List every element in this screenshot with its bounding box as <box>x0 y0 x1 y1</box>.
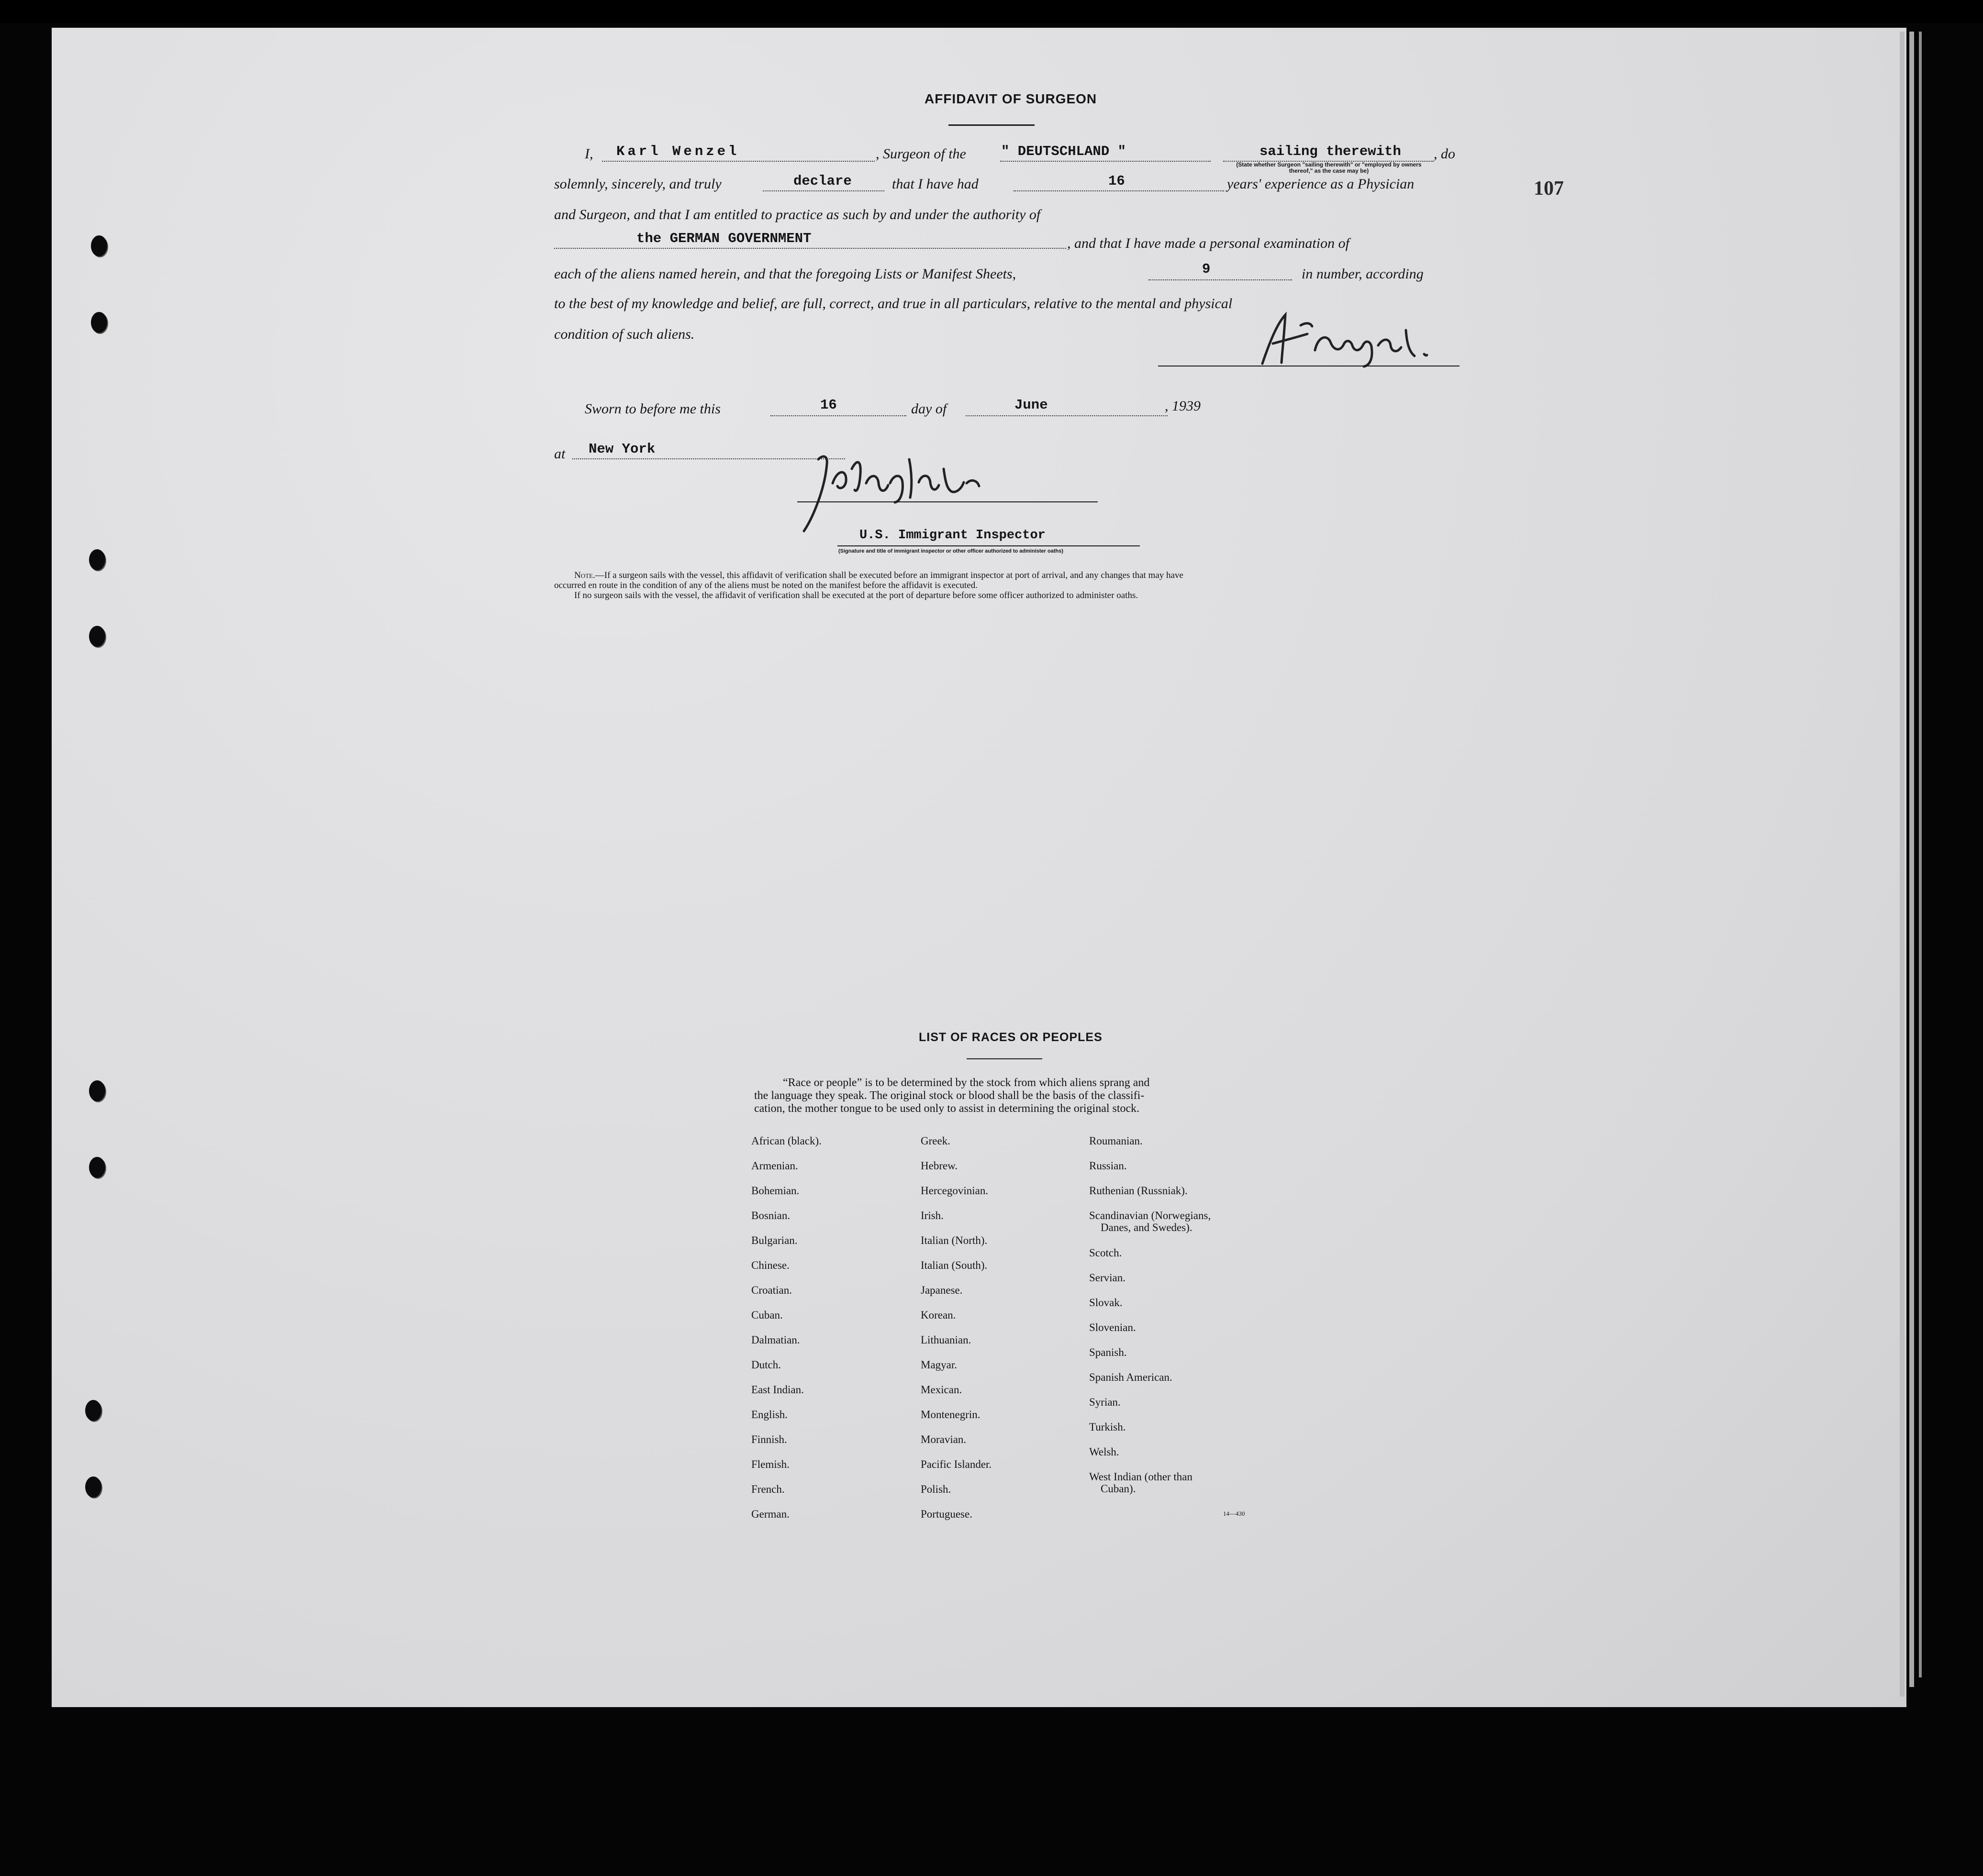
race-item: Spanish American. <box>1089 1371 1172 1383</box>
race-item: Scotch. <box>1089 1247 1122 1259</box>
race-item: Magyar. <box>921 1359 958 1371</box>
affidavit-text: , do <box>1434 146 1455 162</box>
race-item: French. <box>751 1483 785 1495</box>
race-item: Hebrew. <box>921 1160 958 1172</box>
surgeon-signature <box>1244 306 1464 368</box>
note-line: occurred en route in the condition of any of the aliens must be noted on the manifest before the affidavit is executed. <box>554 580 978 590</box>
inspector-signature <box>790 440 1038 536</box>
page-edge <box>1900 32 1905 1697</box>
fill-line <box>763 189 884 191</box>
race-item: Bohemian. <box>751 1185 800 1197</box>
race-item: West Indian (other than <box>1089 1471 1192 1483</box>
race-item: Syrian. <box>1089 1396 1121 1408</box>
race-item: German. <box>751 1508 790 1520</box>
race-item: Russian. <box>1089 1160 1127 1172</box>
races-title-rule <box>967 1058 1042 1059</box>
affidavit-text: I, <box>585 146 593 162</box>
fill-line <box>602 160 875 162</box>
affidavit-text: years' experience as a Physician <box>1227 176 1415 192</box>
race-item: Italian (South). <box>921 1259 988 1271</box>
race-item: Polish. <box>921 1483 951 1495</box>
race-item: Spanish. <box>1089 1346 1127 1358</box>
race-item: Croatian. <box>751 1284 792 1296</box>
fill-line <box>1014 189 1224 191</box>
inspector-signature-rule <box>797 501 1098 502</box>
race-item: Armenian. <box>751 1160 798 1172</box>
binder-hole <box>89 549 105 570</box>
race-item: Japanese. <box>921 1284 963 1296</box>
binder-hole <box>89 626 105 647</box>
affidavit-text: to the best of my knowledge and belief, are full, correct, and true in all particulars, relative to the mental and physical <box>554 296 1233 311</box>
surgeon-capacity: sailing therewith <box>1259 144 1401 159</box>
affidavit-text: and Surgeon, and that I am entitled to practice as such by and under the authority of <box>554 207 1041 222</box>
sworn-month: June <box>1014 397 1048 413</box>
vessel-name: " DEUTSCHLAND " <box>1001 144 1126 159</box>
form-number: 14—430 <box>1223 1510 1245 1517</box>
affidavit-text: that I have had <box>892 176 979 192</box>
race-item: Mexican. <box>921 1384 962 1396</box>
fill-line <box>770 414 906 416</box>
fill-line <box>554 247 1066 249</box>
surgeon-name: Karl Wenzel <box>616 144 740 159</box>
sworn-place: New York <box>589 441 656 457</box>
affidavit-text: , and that I have made a personal examination of <box>1067 235 1349 251</box>
race-item: Bosnian. <box>751 1210 791 1221</box>
sworn-day: 16 <box>820 397 837 413</box>
affidavit-text: condition of such aliens. <box>554 326 695 342</box>
race-item: Dutch. <box>751 1359 781 1371</box>
race-item: Slovak. <box>1089 1297 1123 1309</box>
race-item: Greek. <box>921 1135 950 1147</box>
sworn-year: , 1939 <box>1165 398 1201 414</box>
binder-hole <box>89 1080 105 1101</box>
inspector-title-rule <box>837 545 1140 546</box>
race-item: Hercegovinian. <box>921 1185 989 1197</box>
inspector-title: U.S. Immigrant Inspector <box>859 528 1046 543</box>
note-text <box>574 570 1183 580</box>
note-lead: Note. <box>574 570 595 580</box>
race-item: East Indian. <box>751 1384 804 1396</box>
binder-hole <box>85 1476 101 1498</box>
declaration-verb: declare <box>793 173 852 189</box>
race-item: Flemish. <box>751 1458 790 1470</box>
race-item: Pacific Islander. <box>921 1458 992 1470</box>
manifest-sheet-count: 9 <box>1202 261 1211 277</box>
affidavit-text: in number, according <box>1302 266 1424 282</box>
affidavit-text: Sworn to before me this <box>585 401 721 417</box>
race-item: Cuban). <box>1101 1483 1136 1495</box>
binder-hole <box>91 312 107 333</box>
race-item: Ruthenian (Russniak). <box>1089 1185 1188 1197</box>
race-item: Turkish. <box>1089 1421 1126 1433</box>
years-experience: 16 <box>1108 173 1125 189</box>
race-item: Irish. <box>921 1210 944 1221</box>
race-item: Korean. <box>921 1309 956 1321</box>
page-edge <box>1919 32 1922 1677</box>
race-item: Welsh. <box>1089 1446 1119 1458</box>
race-item: Cuban. <box>751 1309 783 1321</box>
race-item: English. <box>751 1409 788 1421</box>
licensing-authority: the GERMAN GOVERNMENT <box>636 231 812 246</box>
race-item: Bulgarian. <box>751 1234 798 1246</box>
race-item: Finnish. <box>751 1433 787 1445</box>
race-item: Moravian. <box>921 1433 967 1445</box>
affidavit-text: solemnly, sincerely, and truly <box>554 176 722 192</box>
affidavit-text: at <box>554 446 566 462</box>
race-item: Chinese. <box>751 1259 790 1271</box>
race-item: Danes, and Swedes). <box>1101 1221 1192 1233</box>
fill-line <box>966 414 1168 416</box>
binder-hole <box>85 1400 101 1421</box>
races-intro: the language they speak. The original stock or blood shall be the basis of the classifi- <box>754 1089 1145 1102</box>
race-item: Italian (North). <box>921 1234 988 1246</box>
capacity-note: (State whether Surgeon "sailing therewith" or "employed by owners thereof," as the case may be) <box>1236 161 1422 174</box>
affidavit-text: each of the aliens named herein, and that the foregoing Lists or Manifest Sheets, <box>554 266 1016 282</box>
microfilm-frame-top <box>0 0 1983 23</box>
title-rule <box>948 124 1035 126</box>
races-intro: “Race or people” is to be determined by the stock from which aliens sprang and <box>783 1077 1150 1089</box>
affidavit-text: , Surgeon of the <box>876 146 966 162</box>
affidavit-text: day of <box>911 401 947 417</box>
race-item: Montenegrin. <box>921 1409 980 1421</box>
inspector-caption: (Signature and title of immigrant inspector or other officer authorized to administer oaths) <box>838 548 1063 554</box>
race-item: Servian. <box>1089 1272 1126 1284</box>
page-edge <box>1909 32 1914 1687</box>
affidavit-title: AFFIDAVIT OF SURGEON <box>925 91 1097 106</box>
races-title: LIST OF RACES OR PEOPLES <box>919 1031 1103 1044</box>
fill-line <box>1000 160 1211 162</box>
race-item: African (black). <box>751 1135 822 1147</box>
note-line: —If a surgeon sails with the vessel, this affidavit of verification shall be executed before an immigrant inspector at port of arrival, and any changes that may have <box>595 570 1183 580</box>
race-item: Slovenian. <box>1089 1321 1136 1333</box>
binder-hole <box>91 235 107 256</box>
race-item: Dalmatian. <box>751 1334 800 1346</box>
fill-line <box>1148 278 1292 280</box>
note-line: If no surgeon sails with the vessel, the affidavit of verification shall be executed at the port of departure before some officer authorized to administer oaths. <box>574 590 1138 600</box>
race-item: Scandinavian (Norwegians, <box>1089 1210 1211 1221</box>
races-intro: cation, the mother tongue to be used only to assist in determining the original stock. <box>754 1102 1140 1115</box>
race-item: Roumanian. <box>1089 1135 1143 1147</box>
race-item: Lithuanian. <box>921 1334 971 1346</box>
page-number: 107 <box>1534 178 1564 200</box>
race-item: Portuguese. <box>921 1508 972 1520</box>
binder-hole <box>89 1157 105 1178</box>
